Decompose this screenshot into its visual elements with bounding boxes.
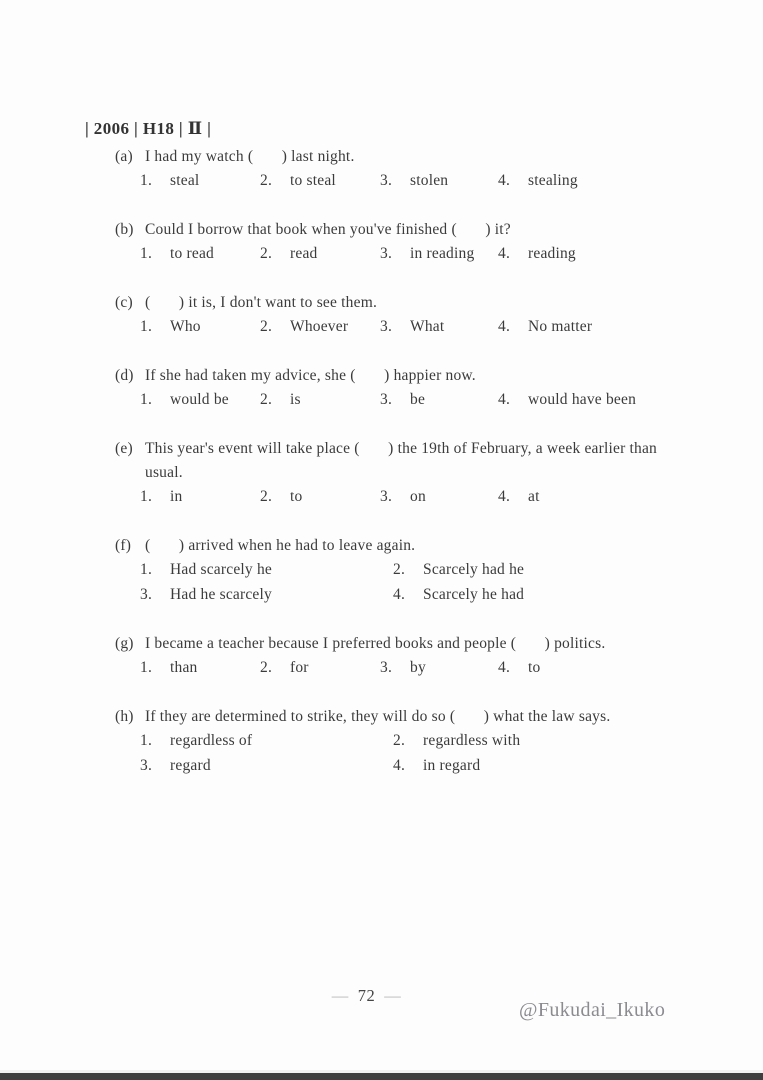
- option-text: for: [290, 659, 309, 676]
- page-number-dash-left: —: [331, 986, 349, 1005]
- option-number: 4.: [393, 757, 406, 774]
- option-number: 1.: [140, 172, 153, 189]
- question-label: (e): [115, 440, 133, 457]
- option-text: Had scarcely he: [170, 561, 272, 578]
- question-label: (g): [115, 635, 134, 652]
- question-text: If they are determined to strike, they will do so ( ) what the law says.: [145, 708, 611, 725]
- option-text: at: [528, 488, 540, 505]
- option-text: regardless with: [423, 732, 521, 749]
- option-number: 1.: [140, 318, 153, 335]
- option-number: 4.: [498, 391, 511, 408]
- option-text: is: [290, 391, 301, 408]
- option-number: 4.: [498, 245, 511, 262]
- exam-header: | 2006 | H18 | Ⅱ |: [85, 119, 212, 138]
- option-text: by: [410, 659, 426, 676]
- option: [380, 169, 498, 193]
- option-text: would have been: [528, 391, 637, 408]
- option-text: Had he scarcely: [170, 586, 272, 603]
- option-text: Scarcely he had: [423, 586, 525, 603]
- option-number: 4.: [498, 659, 511, 676]
- option: [260, 388, 380, 412]
- option-text: stealing: [528, 172, 578, 189]
- watermark: @Fukudai_Ikuko: [519, 999, 666, 1021]
- option-text: Whoever: [290, 318, 349, 335]
- option: [393, 729, 695, 753]
- question-h: [115, 705, 695, 778]
- question-label: (b): [115, 221, 134, 238]
- option: [380, 485, 498, 509]
- option-text: in reading: [410, 245, 475, 262]
- option-text: on: [410, 488, 426, 505]
- question-b: [115, 218, 695, 266]
- option: [140, 583, 393, 607]
- option: [498, 388, 695, 412]
- question-text: If she had taken my advice, she ( ) happier now.: [145, 367, 476, 384]
- question-text: ( ) arrived when he had to leave again.: [145, 537, 416, 554]
- option: [260, 485, 380, 509]
- option-number: 2.: [393, 561, 406, 578]
- option-text: to: [528, 659, 541, 676]
- option-text: read: [290, 245, 318, 262]
- option-number: 1.: [140, 561, 153, 578]
- option-number: 2.: [260, 318, 273, 335]
- option-text: to read: [170, 245, 215, 262]
- question-label: (d): [115, 367, 134, 384]
- page-number-dash-right: —: [384, 986, 402, 1005]
- option-number: 3.: [380, 245, 393, 262]
- option-text: Scarcely had he: [423, 561, 525, 578]
- option: [140, 169, 260, 193]
- option: [380, 388, 498, 412]
- question-text: This year's event will take place ( ) the 19th of February, a week earlier than: [145, 440, 658, 457]
- option: [140, 242, 260, 266]
- option-text: regardless of: [170, 732, 253, 749]
- option: [140, 754, 393, 778]
- question-list: [115, 145, 695, 803]
- option: [260, 242, 380, 266]
- option-number: 2.: [260, 245, 273, 262]
- option: [498, 315, 695, 339]
- option: [498, 656, 695, 680]
- option-number: 4.: [498, 172, 511, 189]
- option-number: 4.: [498, 488, 511, 505]
- question-text: Could I borrow that book when you've finished ( ) it?: [145, 221, 511, 238]
- option: [140, 485, 260, 509]
- option-number: 2.: [260, 391, 273, 408]
- option-text: to: [290, 488, 303, 505]
- option-text: in: [170, 488, 183, 505]
- option-text: regard: [170, 757, 211, 774]
- option-text: be: [410, 391, 426, 408]
- question-label: (c): [115, 294, 133, 311]
- option-number: 4.: [393, 586, 406, 603]
- question-e: [115, 437, 695, 509]
- option-text: stolen: [410, 172, 449, 189]
- option-text: would be: [170, 391, 229, 408]
- question-text-continued: usual.: [145, 464, 183, 481]
- option: [393, 558, 695, 582]
- question-text: ( ) it is, I don't want to see them.: [145, 294, 378, 311]
- option-text: than: [170, 659, 198, 676]
- page-number: 72: [357, 986, 376, 1005]
- option-number: 2.: [260, 488, 273, 505]
- option-number: 1.: [140, 391, 153, 408]
- option-text: What: [410, 318, 445, 335]
- option: [380, 242, 498, 266]
- option-number: 3.: [380, 659, 393, 676]
- option: [380, 315, 498, 339]
- option: [140, 558, 393, 582]
- option: [498, 169, 695, 193]
- option-number: 3.: [380, 391, 393, 408]
- question-label: (h): [115, 708, 134, 725]
- option: [498, 485, 695, 509]
- option-number: 3.: [140, 586, 153, 603]
- question-c: [115, 291, 695, 339]
- option: [380, 656, 498, 680]
- option-number: 3.: [380, 488, 393, 505]
- question-f: [115, 534, 695, 607]
- option-text: in regard: [423, 757, 481, 774]
- option-number: 2.: [260, 659, 273, 676]
- option: [393, 583, 695, 607]
- question-g: [115, 632, 695, 680]
- option-text: Who: [170, 318, 201, 335]
- question-label: (a): [115, 148, 133, 165]
- option: [260, 656, 380, 680]
- option: [498, 242, 695, 266]
- question-text: I had my watch ( ) last night.: [145, 148, 355, 165]
- option-number: 2.: [393, 732, 406, 749]
- option-number: 1.: [140, 488, 153, 505]
- option-number: 3.: [380, 172, 393, 189]
- option-number: 1.: [140, 732, 153, 749]
- option-number: 1.: [140, 659, 153, 676]
- option-number: 3.: [380, 318, 393, 335]
- option: [140, 729, 393, 753]
- option: [260, 315, 380, 339]
- option-number: 3.: [140, 757, 153, 774]
- question-label: (f): [115, 537, 132, 554]
- question-text: I became a teacher because I preferred books and people ( ) politics.: [145, 635, 606, 652]
- option-number: 4.: [498, 318, 511, 335]
- option-text: to steal: [290, 172, 336, 189]
- question-a: [115, 145, 695, 193]
- question-d: [115, 364, 695, 412]
- option: [140, 388, 260, 412]
- option-number: 2.: [260, 172, 273, 189]
- option-number: 1.: [140, 245, 153, 262]
- option: [393, 754, 695, 778]
- option-text: reading: [528, 245, 576, 262]
- option: [260, 169, 380, 193]
- option-text: No matter: [528, 318, 593, 335]
- option-text: steal: [170, 172, 200, 189]
- page-edge-bar: [0, 1073, 763, 1080]
- option: [140, 656, 260, 680]
- option: [140, 315, 260, 339]
